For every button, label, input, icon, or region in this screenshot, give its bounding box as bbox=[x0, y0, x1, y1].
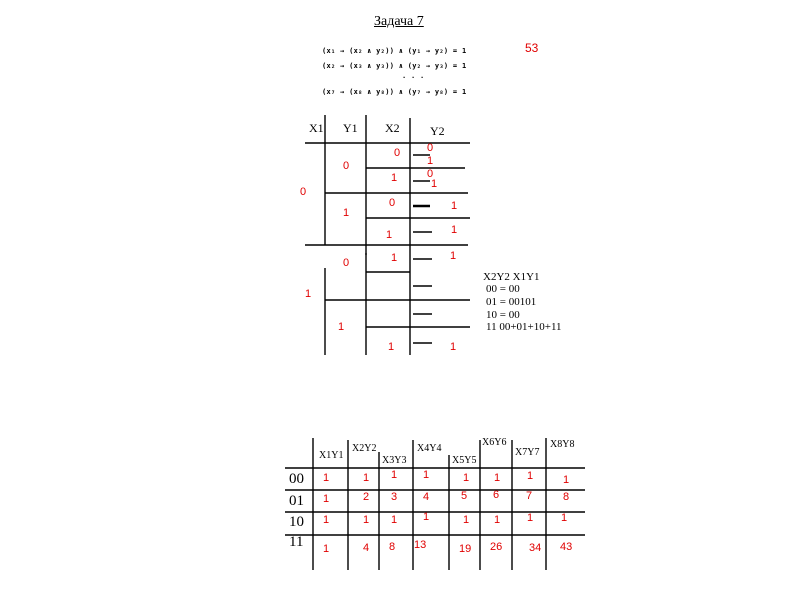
table-col-header: X6Y6 bbox=[482, 437, 507, 448]
table-cell: 34 bbox=[529, 542, 542, 554]
tree-y1-value: 1 bbox=[338, 321, 345, 333]
table-cell: 1 bbox=[323, 472, 330, 484]
table-cell: 1 bbox=[323, 543, 330, 555]
table-cell: 1 bbox=[527, 470, 534, 482]
tree-y1-value: 1 bbox=[343, 207, 350, 219]
tree-y2-value: 0 bbox=[427, 142, 434, 154]
table-cell: 1 bbox=[527, 512, 534, 524]
table-col-header: X1Y1 bbox=[319, 450, 344, 461]
formula-line: (x₁ → (x₂ ∧ y₂)) ∧ (y₁ → y₂) = 1 bbox=[322, 47, 467, 55]
table-cell: 1 bbox=[463, 472, 470, 484]
table-cell: 7 bbox=[526, 490, 533, 502]
table-cell: 2 bbox=[363, 491, 370, 503]
tree-y1-value: 0 bbox=[343, 257, 350, 269]
formula-line: (x₂ → (x₃ ∧ y₃)) ∧ (y₂ → y₃) = 1 bbox=[322, 62, 467, 70]
tree-x2-value: 1 bbox=[386, 229, 393, 241]
table-cell: 13 bbox=[414, 539, 427, 551]
legend-row: 10 = 00 bbox=[486, 309, 520, 321]
tree-x2-value: 1 bbox=[391, 252, 398, 264]
table-row-label: 01 bbox=[289, 493, 304, 509]
table-cell: 1 bbox=[463, 514, 470, 526]
tree-y2-value: 1 bbox=[450, 341, 457, 353]
table-cell: 3 bbox=[391, 491, 398, 503]
table-cell: 4 bbox=[363, 542, 370, 554]
legend-row: 01 = 00101 bbox=[486, 296, 537, 308]
table-cell: 1 bbox=[563, 474, 570, 486]
tree-y2-value: 1 bbox=[451, 200, 458, 212]
table-col-header: X3Y3 bbox=[382, 455, 407, 466]
table-cell: 8 bbox=[389, 541, 396, 553]
tree-x2-value: 1 bbox=[391, 172, 398, 184]
table-cell: 1 bbox=[323, 514, 330, 526]
tree-y2-value: 1 bbox=[431, 178, 438, 190]
legend-header: X2Y2 X1Y1 bbox=[483, 271, 540, 283]
table-col-header: X5Y5 bbox=[452, 455, 477, 466]
tree-header-x2: X2 bbox=[385, 121, 400, 135]
legend-row: 00 = 00 bbox=[486, 283, 520, 295]
table-row-label: 10 bbox=[289, 514, 304, 530]
table-cell: 1 bbox=[323, 493, 330, 505]
tree-x1-value: 1 bbox=[305, 288, 312, 300]
table-cell: 1 bbox=[363, 514, 370, 526]
table-col-header: X4Y4 bbox=[417, 443, 442, 454]
tree-y2-value: 0 bbox=[427, 168, 434, 180]
page-title: Задача 7 bbox=[374, 14, 424, 29]
tree-header-y2: Y2 bbox=[430, 124, 445, 138]
tree-y1-value: 0 bbox=[343, 160, 350, 172]
table-cell: 19 bbox=[459, 543, 472, 555]
table-col-header: X7Y7 bbox=[515, 447, 540, 458]
table-cell: 6 bbox=[493, 489, 500, 501]
answer-value: 53 bbox=[525, 41, 539, 55]
tree-x2-value: 0 bbox=[389, 197, 396, 209]
table-col-header: X8Y8 bbox=[550, 439, 575, 450]
table-cell: 1 bbox=[494, 514, 501, 526]
table-cell: 8 bbox=[563, 491, 570, 503]
table-cell: 1 bbox=[423, 469, 430, 481]
table-cell: 1 bbox=[494, 472, 501, 484]
table-cell: 4 bbox=[423, 491, 430, 503]
tree-x2-value: 1 bbox=[388, 341, 395, 353]
tree-header-x1: X1 bbox=[309, 121, 324, 135]
table-cell: 1 bbox=[391, 469, 398, 481]
table-cell: 1 bbox=[363, 472, 370, 484]
table-row-label: 11 bbox=[289, 534, 304, 550]
tree-y2-value: 1 bbox=[451, 224, 458, 236]
tree-header-y1: Y1 bbox=[343, 121, 358, 135]
tree-y2-value: 1 bbox=[427, 155, 434, 167]
table-cell: 1 bbox=[423, 511, 430, 523]
tree-y2-value: 1 bbox=[450, 250, 457, 262]
formula-line: (x₇ → (x₈ ∧ y₈)) ∧ (y₇ → y₈) = 1 bbox=[322, 88, 467, 96]
table-cell: 43 bbox=[560, 541, 573, 553]
table-cell: 5 bbox=[461, 490, 468, 502]
table-col-header: X2Y2 bbox=[352, 443, 377, 454]
formula-ellipsis: · · · bbox=[402, 74, 425, 82]
table-row-label: 00 bbox=[289, 471, 304, 487]
tree-x1-value: 0 bbox=[300, 186, 307, 198]
tree-x2-value: 0 bbox=[394, 147, 401, 159]
table-cell: 1 bbox=[561, 512, 568, 524]
table-cell: 26 bbox=[490, 541, 503, 553]
legend-row: 11 00+01+10+11 bbox=[486, 321, 562, 333]
table-cell: 1 bbox=[391, 514, 398, 526]
